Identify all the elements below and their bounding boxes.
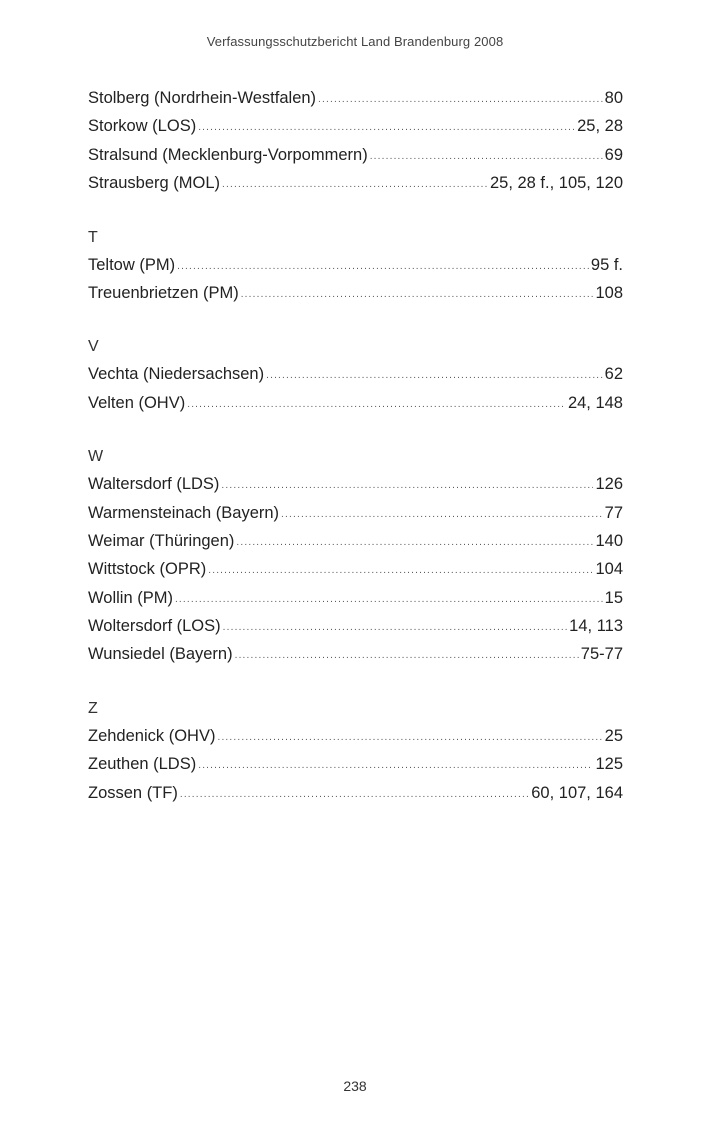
- index-entry: [88, 84, 623, 112]
- entry-name: Warmensteinach (Bayern): [88, 503, 280, 522]
- index-section-w: [88, 437, 623, 669]
- dot-leader: [208, 557, 593, 585]
- dot-leader: [222, 171, 488, 199]
- entry-name: Wollin (PM): [88, 588, 173, 607]
- index-section-z: [88, 689, 623, 807]
- index-section-t: [88, 218, 623, 308]
- index-section-v: [88, 327, 623, 417]
- index-entry: [88, 584, 623, 612]
- dot-leader: [217, 724, 602, 752]
- entry-name: Wunsiedel (Bayern): [88, 645, 233, 664]
- entry-name: Strausberg (MOL): [88, 174, 221, 193]
- index-entry: [88, 279, 623, 307]
- dot-leader: [177, 253, 589, 281]
- entry-name: Zehdenick (OHV): [88, 726, 216, 745]
- entry-pages: 60, 107, 164: [531, 783, 623, 802]
- entry-name: Treuenbrietzen (PM): [88, 283, 239, 302]
- entry-name: Vechta (Niedersachsen): [88, 365, 265, 384]
- entry-pages: 126: [595, 475, 623, 494]
- entry-pages: 14, 113: [569, 617, 623, 636]
- index-entry: [88, 750, 623, 778]
- index-entry: [88, 527, 623, 555]
- index-entry: [88, 640, 623, 668]
- index-entry: [88, 499, 623, 527]
- entry-pages: 108: [595, 283, 623, 302]
- section-letter: W: [88, 448, 104, 466]
- entry-name: Waltersdorf (LDS): [88, 475, 220, 494]
- entry-name: Wittstock (OPR): [88, 560, 207, 579]
- entry-pages: 25, 28 f., 105, 120: [489, 174, 623, 193]
- dot-leader: [221, 472, 593, 500]
- dot-leader: [223, 614, 568, 642]
- section-letter: T: [88, 228, 98, 246]
- entry-name: Storkow (LOS): [88, 117, 197, 136]
- index-list: [88, 84, 623, 827]
- dot-leader: [175, 586, 603, 614]
- index-entry: [88, 779, 623, 807]
- index-entry: [88, 555, 623, 583]
- index-entry: [88, 251, 623, 279]
- entry-pages: 62: [604, 365, 623, 384]
- index-entry: [88, 389, 623, 417]
- dot-leader: [266, 362, 603, 390]
- entry-name: Stolberg (Nordrhein-Westfalen): [88, 89, 317, 107]
- dot-leader: [281, 501, 603, 529]
- running-header: Verfassungsschutzbericht Land Brandenburg 2008: [206, 34, 504, 49]
- index-entry: [88, 141, 623, 169]
- index-entry: [88, 112, 623, 140]
- entry-pages: 104: [595, 560, 623, 579]
- section-letter: Z: [88, 699, 98, 717]
- entry-pages: 15: [604, 588, 623, 607]
- entry-pages: 25, 28: [577, 117, 623, 136]
- dot-leader: [236, 529, 593, 557]
- entry-name: Woltersdorf (LOS): [88, 617, 221, 636]
- entry-name: Velten (OHV): [88, 393, 186, 412]
- dot-leader: [198, 114, 575, 142]
- index-entry: [88, 612, 623, 640]
- entry-pages: 75-77: [580, 645, 623, 664]
- dot-leader: [241, 281, 594, 309]
- entry-name: Stralsund (Mecklenburg-Vorpommern): [88, 145, 368, 164]
- dot-leader: [235, 642, 579, 670]
- dot-leader: [318, 86, 603, 114]
- entry-pages: 77: [604, 503, 623, 522]
- index-entry: [88, 169, 623, 197]
- index-section-s: [88, 84, 623, 198]
- dot-leader: [370, 143, 603, 171]
- entry-name: Weimar (Thüringen): [88, 531, 235, 550]
- entry-pages: 69: [604, 145, 623, 164]
- entry-pages: 24, 148: [567, 393, 623, 412]
- index-entry: [88, 722, 623, 750]
- dot-leader: [187, 391, 566, 419]
- entry-name: Zeuthen (LDS): [88, 755, 197, 774]
- index-entry: [88, 360, 623, 388]
- section-letter: V: [88, 338, 99, 356]
- dot-leader: [180, 781, 529, 809]
- entry-pages: 25: [604, 726, 623, 745]
- entry-pages: 95 f.: [590, 255, 623, 274]
- entry-pages: 125: [595, 755, 623, 774]
- entry-pages: 140: [595, 531, 623, 550]
- dot-leader: [198, 752, 593, 780]
- index-entry: [88, 470, 623, 498]
- page-number: 238: [343, 1078, 367, 1094]
- entry-name: Zossen (TF): [88, 783, 178, 802]
- entry-pages: 80: [604, 89, 623, 107]
- entry-name: Teltow (PM): [88, 255, 176, 274]
